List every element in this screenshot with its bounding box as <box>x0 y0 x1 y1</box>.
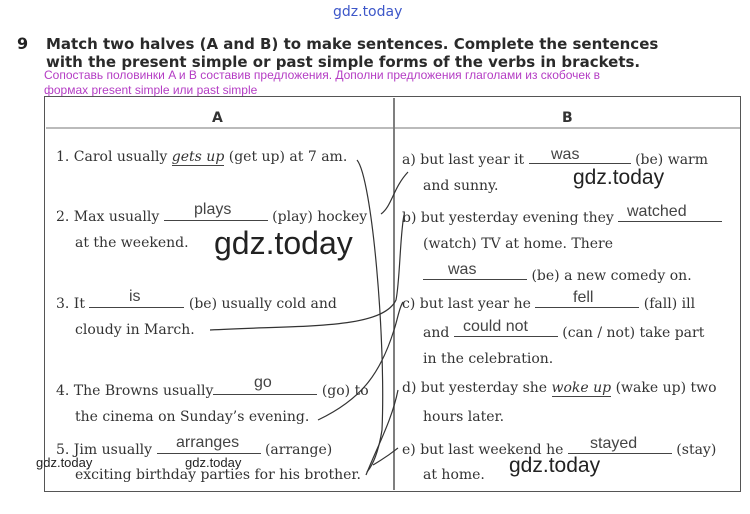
sentence-bb-line3-rest: (be) a new comedy on. <box>527 268 692 284</box>
sentence-a4 <box>56 380 369 399</box>
watermark-right-e: gdz.today <box>509 454 601 477</box>
exercise-title-line1: Match two halves (A and B) to make sentences. Complete the sentences <box>46 35 659 53</box>
answer-be: stayed <box>590 435 638 452</box>
sentence-bc-line2-rest: (can / not) take part <box>557 325 705 341</box>
sentence-a4-rest: (go) to <box>317 383 369 399</box>
sentence-bc-rest: (fall) ill <box>639 296 696 312</box>
sentence-bd-prefix: d) but yesterday she <box>402 380 552 396</box>
sentence-ba-prefix: a) but last year it <box>402 152 529 168</box>
column-a-header: A <box>212 110 223 126</box>
answer-bb: watched <box>627 203 687 220</box>
sentence-a5-line2: exciting birthday parties for his brother. <box>75 467 361 483</box>
sentence-a1 <box>56 149 347 165</box>
sentence-be-rest: (stay) <box>671 442 717 458</box>
answer-a4: go <box>254 374 272 391</box>
sentence-bd-example: woke up <box>551 380 612 396</box>
sentence-a5-rest: (arrange) <box>260 442 333 458</box>
sentence-a3-prefix: 3. It <box>56 296 90 312</box>
answer-a2: plays <box>194 201 232 218</box>
sentence-bc-line3: in the celebration. <box>423 351 554 367</box>
sentence-bc-line2-prefix: and <box>423 325 454 341</box>
sentence-bc-prefix: c) but last year he <box>402 296 536 312</box>
answer-ba: was <box>551 146 580 163</box>
watermark-small-mid: gdz.today <box>185 455 242 470</box>
russian-instruction-line1: Сопоставь половинки A и B составив предложения. Дополни предложения глаголами из скобочек в <box>44 68 601 82</box>
answer-bc-2: could not <box>463 318 528 335</box>
sentence-ba-line2: and sunny. <box>423 178 499 194</box>
answer-bc: fell <box>573 289 594 306</box>
sentence-a4-prefix: 4. The Browns usually <box>56 383 214 399</box>
sentence-a2-rest: (play) hockey <box>267 209 368 225</box>
answer-blank <box>529 149 631 164</box>
sentence-a1-example: gets up <box>171 149 225 165</box>
watermark-top: gdz.today <box>333 4 403 20</box>
russian-instruction-line2: формах present simple или past simple <box>44 83 258 97</box>
watermark-right-a: gdz.today <box>573 166 665 189</box>
sentence-bd-line2: hours later. <box>423 409 505 425</box>
watermark-big: gdz.today <box>214 225 353 261</box>
sentence-a5-prefix: 5. Jim usually <box>56 442 157 458</box>
sentence-a4-line2: the cinema on Sunday’s evening. <box>75 409 310 425</box>
exercise-title-line2: with the present simple or past simple forms of the verbs in brackets. <box>46 53 641 71</box>
sentence-bd-rest: (wake up) two <box>611 380 717 396</box>
sentence-a3 <box>56 293 337 312</box>
column-b-header: B <box>562 110 573 126</box>
sentence-a3-rest: (be) usually cold and <box>184 296 337 312</box>
sentence-a2-line2: at the weekend. <box>75 235 189 251</box>
answer-a5: arranges <box>176 434 240 451</box>
exercise-number: 9 <box>17 34 29 53</box>
sentence-ba-rest: (be) warm <box>630 152 709 168</box>
sentence-bb-line2: (watch) TV at home. There <box>423 236 614 252</box>
sentence-bc <box>402 293 695 312</box>
answer-a3: is <box>129 288 141 305</box>
sentence-bd <box>402 380 717 396</box>
sentence-bb-prefix: b) but yesterday evening they <box>402 210 619 226</box>
sentence-a3-line2: cloudy in March. <box>75 322 195 338</box>
sentence-be-prefix: e) but last weekend he <box>402 442 568 458</box>
sentence-a2-prefix: 2. Max usually <box>56 209 164 225</box>
sentence-be-line2: at home. <box>423 467 485 483</box>
sentence-a1-rest: (get up) at 7 am. <box>224 149 348 165</box>
watermark-small-left: gdz.today <box>36 455 93 470</box>
sentence-a1-prefix: 1. Carol usually <box>56 149 172 165</box>
answer-bb-2: was <box>448 261 477 278</box>
